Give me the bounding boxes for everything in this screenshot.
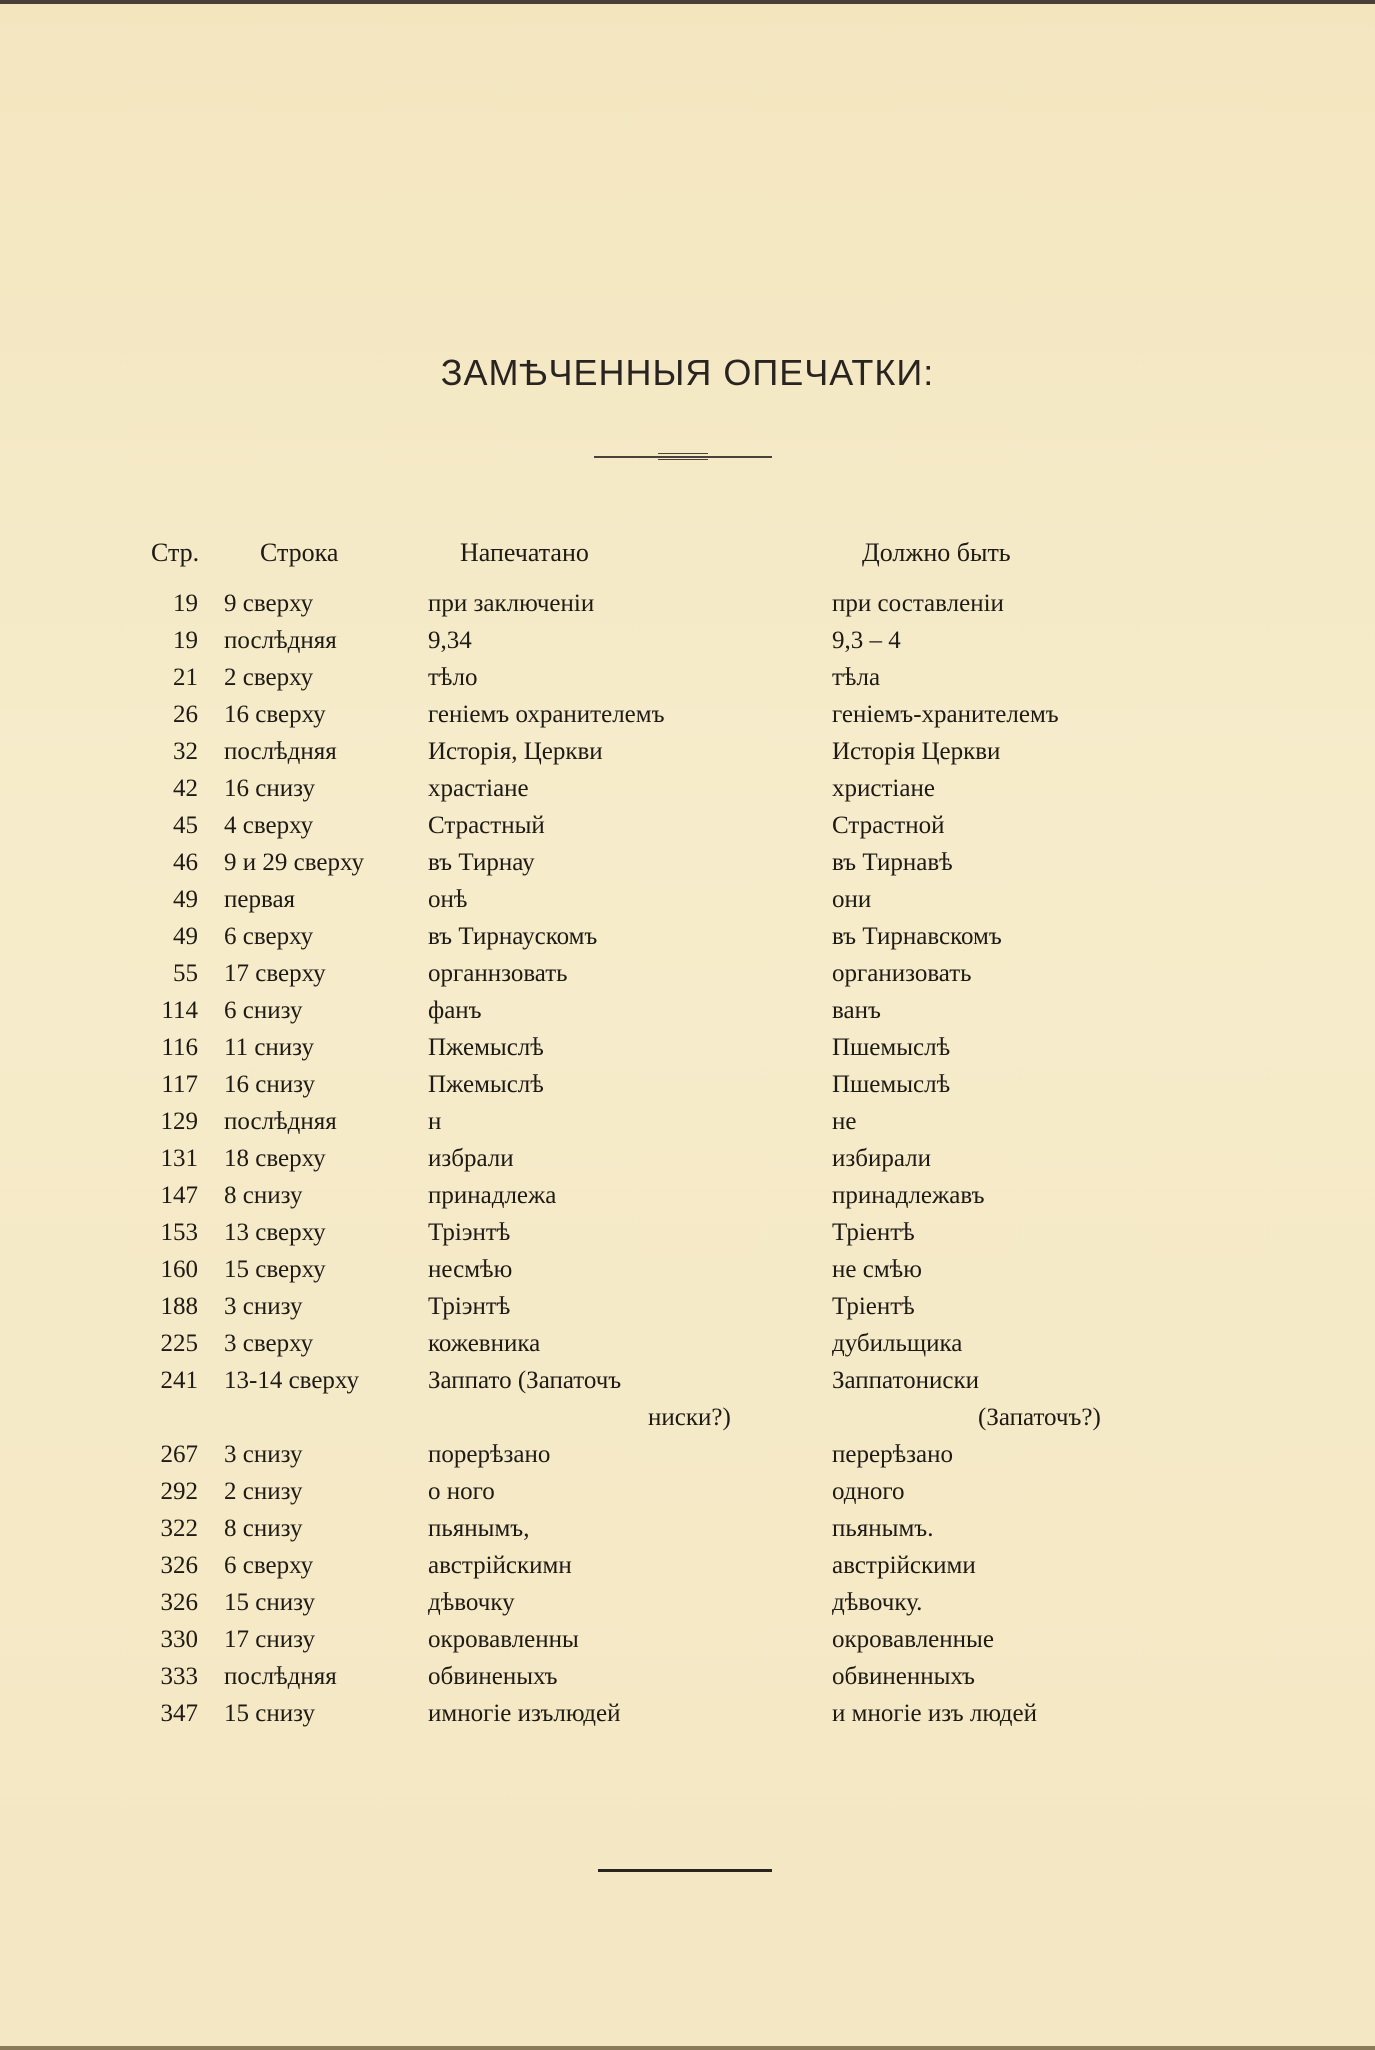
errata-row <box>0 1626 1375 1663</box>
cell-line: послѣдняя <box>224 627 337 654</box>
cell-line: 8 снизу <box>224 1515 303 1542</box>
cell-page: 26 <box>173 701 198 728</box>
cell-should-be: принадлежавъ <box>832 1182 985 1209</box>
cell-page: 19 <box>173 627 198 654</box>
cell-line: 2 сверху <box>224 664 314 691</box>
cell-should-be: Тріентѣ <box>832 1219 915 1246</box>
cell-printed: кожевника <box>428 1330 541 1357</box>
cell-page: 114 <box>161 997 198 1024</box>
cell-page: 330 <box>160 1626 198 1653</box>
cell-printed: н <box>428 1108 442 1135</box>
cell-should-be: организовать <box>832 960 972 987</box>
errata-row <box>0 590 1375 627</box>
cell-page: 42 <box>173 775 198 802</box>
header-should-be: Должно быть <box>862 538 1011 567</box>
title-ornament-divider <box>594 452 772 462</box>
cell-line: 16 снизу <box>224 1071 315 1098</box>
errata-row <box>0 627 1375 664</box>
cell-line: 18 сверху <box>224 1145 326 1172</box>
cell-printed: Страстный <box>428 812 545 839</box>
cell-should-be-continuation: (Запаточъ?) <box>978 1404 1101 1431</box>
cell-should-be: австрійскими <box>832 1552 976 1579</box>
cell-line: 9 и 29 сверху <box>224 849 365 876</box>
cell-printed: онѣ <box>428 886 468 913</box>
cell-printed: дѣвочку <box>428 1589 515 1616</box>
cell-page: 45 <box>173 812 198 839</box>
cell-printed: принадлежа <box>428 1182 557 1209</box>
cell-page: 241 <box>160 1367 198 1394</box>
cell-printed: избрали <box>428 1145 514 1172</box>
cell-printed: въ Тирнау <box>428 849 535 876</box>
errata-row <box>0 664 1375 701</box>
cell-printed: пьянымъ, <box>428 1515 530 1542</box>
cell-should-be: перерѣзано <box>832 1441 953 1468</box>
cell-page: 147 <box>160 1182 198 1209</box>
cell-page: 188 <box>160 1293 198 1320</box>
errata-row <box>0 1071 1375 1108</box>
cell-should-be: тѣла <box>832 664 881 691</box>
cell-printed: окровавленны <box>428 1626 579 1653</box>
cell-should-be: въ Тирнавскомъ <box>832 923 1002 950</box>
cell-page: 49 <box>173 886 198 913</box>
errata-row <box>0 923 1375 960</box>
cell-printed: несмѣю <box>428 1256 513 1283</box>
cell-printed: храстіане <box>428 775 529 802</box>
cell-line: первая <box>224 886 296 913</box>
cell-should-be: окровавленные <box>832 1626 994 1653</box>
errata-column-headers <box>0 538 1375 572</box>
errata-row <box>0 1367 1375 1441</box>
errata-row <box>0 1293 1375 1330</box>
cell-line: 13-14 сверху <box>224 1367 359 1394</box>
errata-row <box>0 812 1375 849</box>
cell-should-be: и многіе изъ людей <box>832 1700 1037 1727</box>
cell-line: 3 снизу <box>224 1293 303 1320</box>
cell-page: 333 <box>160 1663 198 1690</box>
cell-page: 46 <box>173 849 198 876</box>
cell-printed: Тріэнтѣ <box>428 1293 511 1320</box>
cell-should-be: не <box>832 1108 857 1135</box>
errata-row <box>0 775 1375 812</box>
cell-should-be: Пшемыслѣ <box>832 1034 951 1061</box>
cell-printed: Исторія, Церкви <box>428 738 603 765</box>
cell-page: 267 <box>160 1441 198 1468</box>
errata-row <box>0 1552 1375 1589</box>
cell-line: 9 сверху <box>224 590 314 617</box>
cell-page: 292 <box>160 1478 198 1505</box>
cell-page: 322 <box>160 1515 198 1542</box>
cell-page: 153 <box>160 1219 198 1246</box>
cell-line: 15 снизу <box>224 1700 315 1727</box>
cell-page: 55 <box>173 960 198 987</box>
cell-page: 116 <box>161 1034 198 1061</box>
cell-page: 117 <box>161 1071 198 1098</box>
errata-row <box>0 1700 1375 1737</box>
cell-should-be: Страстной <box>832 812 945 839</box>
errata-table <box>0 590 1375 1737</box>
cell-printed: 9,34 <box>428 627 472 654</box>
errata-row <box>0 1219 1375 1256</box>
cell-should-be: избирали <box>832 1145 932 1172</box>
cell-should-be: 9,3 – 4 <box>832 627 901 654</box>
cell-should-be: при составленіи <box>832 590 1004 617</box>
cell-should-be: обвиненныхъ <box>832 1663 975 1690</box>
cell-page: 21 <box>173 664 198 691</box>
header-page: Стр. <box>151 538 200 567</box>
cell-line: 2 снизу <box>224 1478 303 1505</box>
errata-row <box>0 701 1375 738</box>
cell-line: 11 снизу <box>224 1034 315 1061</box>
cell-page: 326 <box>160 1552 198 1579</box>
errata-row <box>0 997 1375 1034</box>
cell-page: 131 <box>160 1145 198 1172</box>
cell-printed: о ного <box>428 1478 495 1505</box>
cell-page: 19 <box>173 590 198 617</box>
cell-page: 160 <box>160 1256 198 1283</box>
cell-line: 8 снизу <box>224 1182 303 1209</box>
cell-should-be: Заппатониски <box>832 1367 979 1394</box>
errata-row <box>0 1108 1375 1145</box>
errata-row <box>0 1441 1375 1478</box>
cell-line: 13 сверху <box>224 1219 326 1246</box>
ornament-center <box>658 453 708 460</box>
end-rule-divider <box>598 1869 772 1872</box>
errata-row <box>0 738 1375 775</box>
errata-row <box>0 1182 1375 1219</box>
cell-line: 3 снизу <box>224 1441 303 1468</box>
header-line: Строка <box>260 538 339 567</box>
errata-row <box>0 1478 1375 1515</box>
cell-printed: обвиненыхъ <box>428 1663 558 1690</box>
cell-should-be: Тріентѣ <box>832 1293 915 1320</box>
errata-row <box>0 1034 1375 1071</box>
cell-line: 16 сверху <box>224 701 326 728</box>
cell-line: послѣдняя <box>224 1663 337 1690</box>
cell-printed: Тріэнтѣ <box>428 1219 511 1246</box>
cell-line: послѣдняя <box>224 738 337 765</box>
cell-printed: тѣло <box>428 664 478 691</box>
header-printed: Напечатано <box>460 538 589 567</box>
cell-line: 17 сверху <box>224 960 326 987</box>
cell-should-be: ванъ <box>832 997 881 1024</box>
cell-should-be: въ Тирнавѣ <box>832 849 953 876</box>
cell-line: 6 снизу <box>224 997 303 1024</box>
cell-should-be: одного <box>832 1478 905 1505</box>
cell-printed: порерѣзано <box>428 1441 551 1468</box>
cell-line: 15 сверху <box>224 1256 326 1283</box>
cell-line: 16 снизу <box>224 775 315 802</box>
cell-should-be: дѣвочку. <box>832 1589 923 1616</box>
cell-should-be: геніемъ-хранителемъ <box>832 701 1059 728</box>
errata-row <box>0 1589 1375 1626</box>
cell-printed: Пжемыслѣ <box>428 1071 544 1098</box>
cell-should-be: дубильщика <box>832 1330 963 1357</box>
cell-printed-continuation: ниски?) <box>648 1404 731 1431</box>
cell-printed: органнзовать <box>428 960 568 987</box>
cell-line: 15 снизу <box>224 1589 315 1616</box>
errata-row <box>0 1145 1375 1182</box>
cell-line: послѣдняя <box>224 1108 337 1135</box>
cell-should-be: пьянымъ. <box>832 1515 934 1542</box>
cell-printed: въ Тирнаускомъ <box>428 923 598 950</box>
cell-printed: Заппато (Запаточъ <box>428 1367 622 1394</box>
cell-page: 49 <box>173 923 198 950</box>
cell-page: 326 <box>160 1589 198 1616</box>
cell-line: 6 сверху <box>224 923 314 950</box>
cell-printed: имногіе изълюдей <box>428 1700 621 1727</box>
cell-line: 17 снизу <box>224 1626 315 1653</box>
cell-page: 32 <box>173 738 198 765</box>
errata-row <box>0 1663 1375 1700</box>
cell-line: 3 сверху <box>224 1330 314 1357</box>
errata-row <box>0 849 1375 886</box>
cell-should-be: Пшемыслѣ <box>832 1071 951 1098</box>
cell-printed: при заключеніи <box>428 590 595 617</box>
cell-printed: геніемъ охранителемъ <box>428 701 665 728</box>
errata-row <box>0 1515 1375 1552</box>
errata-row <box>0 1256 1375 1293</box>
page-top-edge <box>0 0 1375 4</box>
cell-page: 225 <box>160 1330 198 1357</box>
errata-row <box>0 1330 1375 1367</box>
cell-should-be: не смѣю <box>832 1256 922 1283</box>
cell-should-be: они <box>832 886 872 913</box>
cell-printed: австрійскимн <box>428 1552 572 1579</box>
page-title: ЗАМѢЧЕННЫЯ ОПЕЧАТКИ: <box>440 352 935 393</box>
cell-line: 6 сверху <box>224 1552 314 1579</box>
cell-line: 4 сверху <box>224 812 314 839</box>
errata-row <box>0 886 1375 923</box>
cell-page: 347 <box>160 1700 198 1727</box>
cell-printed: Пжемыслѣ <box>428 1034 544 1061</box>
cell-should-be: Исторія Церкви <box>832 738 1001 765</box>
cell-printed: фанъ <box>428 997 482 1024</box>
page-bottom-edge <box>0 2046 1375 2050</box>
cell-page: 129 <box>160 1108 198 1135</box>
errata-row <box>0 960 1375 997</box>
cell-should-be: христіане <box>832 775 935 802</box>
